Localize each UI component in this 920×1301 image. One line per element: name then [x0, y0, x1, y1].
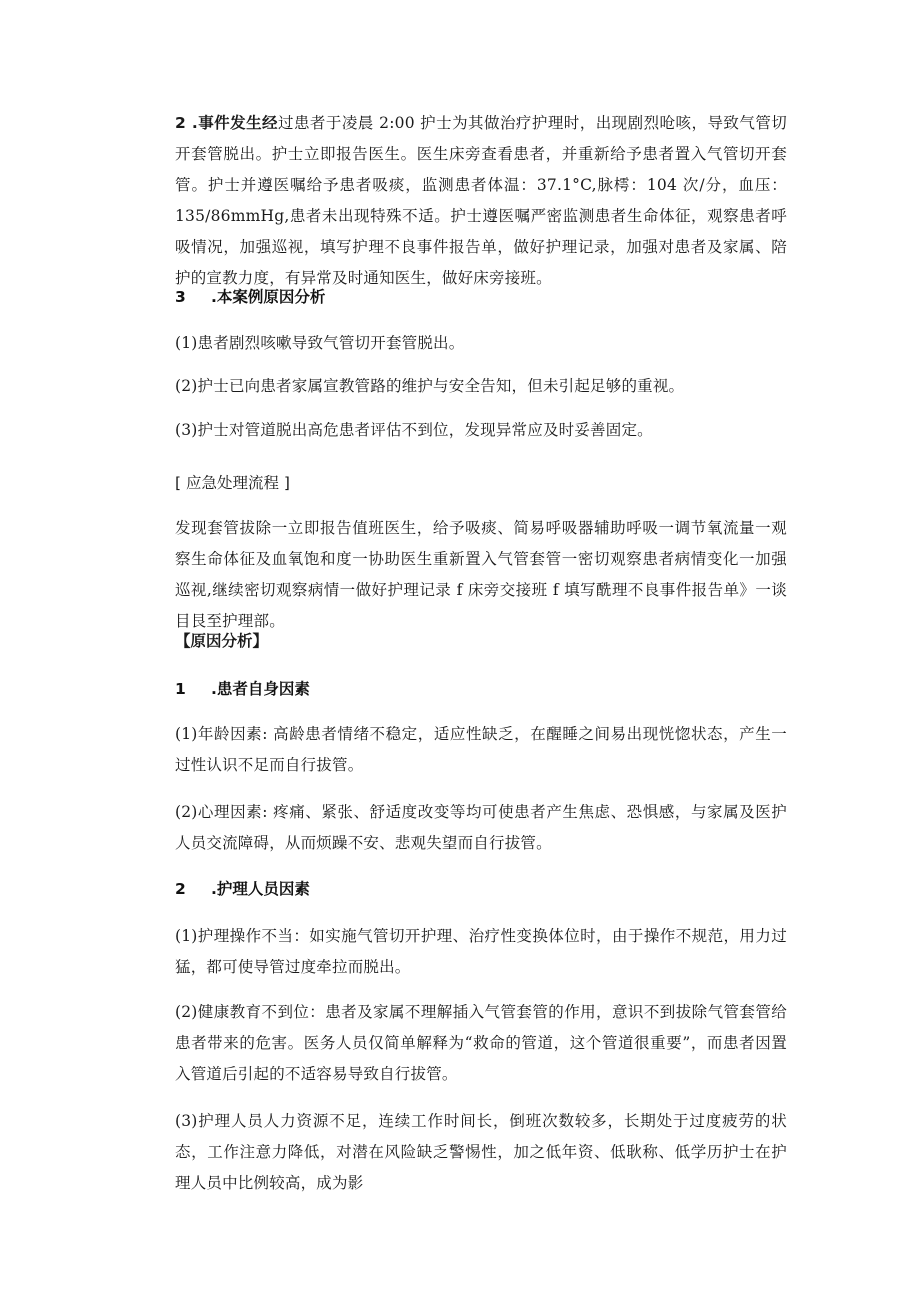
cause-item-3: (3)护士对管道脱出高危患者评估不到位，发现异常应及时妥善固定。 — [175, 421, 653, 439]
nurse-factor-number: 2 — [175, 880, 186, 898]
event-text: 过患者于凌晨 2:00 护士为其做治疗护理时，出现剧烈呛咳，导致气管切开套管脱出。护士立即报告医生。医生床旁查看患者，并重新给予患者置入气管切开套管。护士并遵医嘱给予患者吸痰，监测患者体温：37.1°C,脉樗：104 次/分，血压：135∕86mmHg,患者未出现特殊不适。护士遵医嘱严密监测患者生命体征，观察患者呼吸情况，加强巡视，填写护理不良事件报告单，做好护理记录，加强对患者及家属、陪护的宣教力度，有异常及时通知医生，做好床旁接班。 — [175, 114, 787, 287]
patient-factor-number: 1 — [175, 680, 186, 698]
nurse-factor-item-1: (1)护理操作不当：如实施气管切开护理、治疗性变换体位时，由于操作不规范，用力过猛，都可使导管过度牵拉而脱出。 — [175, 927, 787, 976]
nurse-factor-heading — [175, 874, 310, 905]
event-heading: 2 .事件发生经 — [175, 114, 278, 132]
cause-item-1: (1)患者剧烈咳嗽导致气管切开套管脱出。 — [175, 334, 465, 352]
patient-factor-title: .患者自身因素 — [211, 680, 310, 698]
nurse-factor-item-2: (2)健康教育不到位：患者及家属不理解插入气管套管的作用，意识不到拔除气管套管给患者带来的危害。医务人员仅简单解释为“救命的管道，这个管道很重要”，而患者因置入管道后引起的不适容易导致自行拔管。 — [175, 1003, 787, 1083]
emergency-heading: [ 应急处理流程 ] — [175, 474, 290, 492]
patient-factor-item-1: (1)年龄因素: 高龄患者情绪不稳定，适应性缺乏，在醒睡之间易出现恍惚状态，产生一过性认识不足而自行拔管。 — [175, 725, 787, 774]
event-paragraph — [175, 108, 787, 294]
nurse-factor-title: .护理人员因素 — [211, 880, 310, 898]
analysis-heading: 【原因分析】 — [175, 632, 269, 650]
cause-item-2: (2)护士已向患者家属宣教管路的维护与安全告知，但未引起足够的重视。 — [175, 377, 685, 395]
patient-factor-item-2: (2)心理因素: 疼痛、紧张、舒适度改变等均可使患者产生焦虑、恐惧感，与家属及医护人员交流障碍，从而烦躁不安、悲观失望而自行拔管。 — [175, 803, 787, 852]
nurse-factor-item-3: (3)护理人员人力资源不足，连续工作时间长，倒班次数较多，长期处于过度疲劳的状态，工作注意力降低，对潜在风险缺乏警惕性，加之低年资、低耿称、低学历护士在护理人员中比例较高，成为影 — [175, 1112, 787, 1192]
patient-factor-heading — [175, 674, 310, 705]
cause-heading-title: .本案例原因分析 — [211, 288, 326, 306]
cause-heading — [175, 282, 325, 313]
cause-heading-number: 3 — [175, 288, 186, 306]
emergency-paragraph: 发现套管拔除一立即报告值班医生，给予吸痰、简易呼吸器辅助呼吸一调节氧流量一观察生命体征及血氧饱和度一协助医生重新置入气管套管一密切观察患者病情变化一加强巡视,继续密切观察病情一做好护理记录 f 床旁交接班 f 填写酰理不良事件报告单》一谈目艮至护理部。 — [175, 519, 787, 630]
